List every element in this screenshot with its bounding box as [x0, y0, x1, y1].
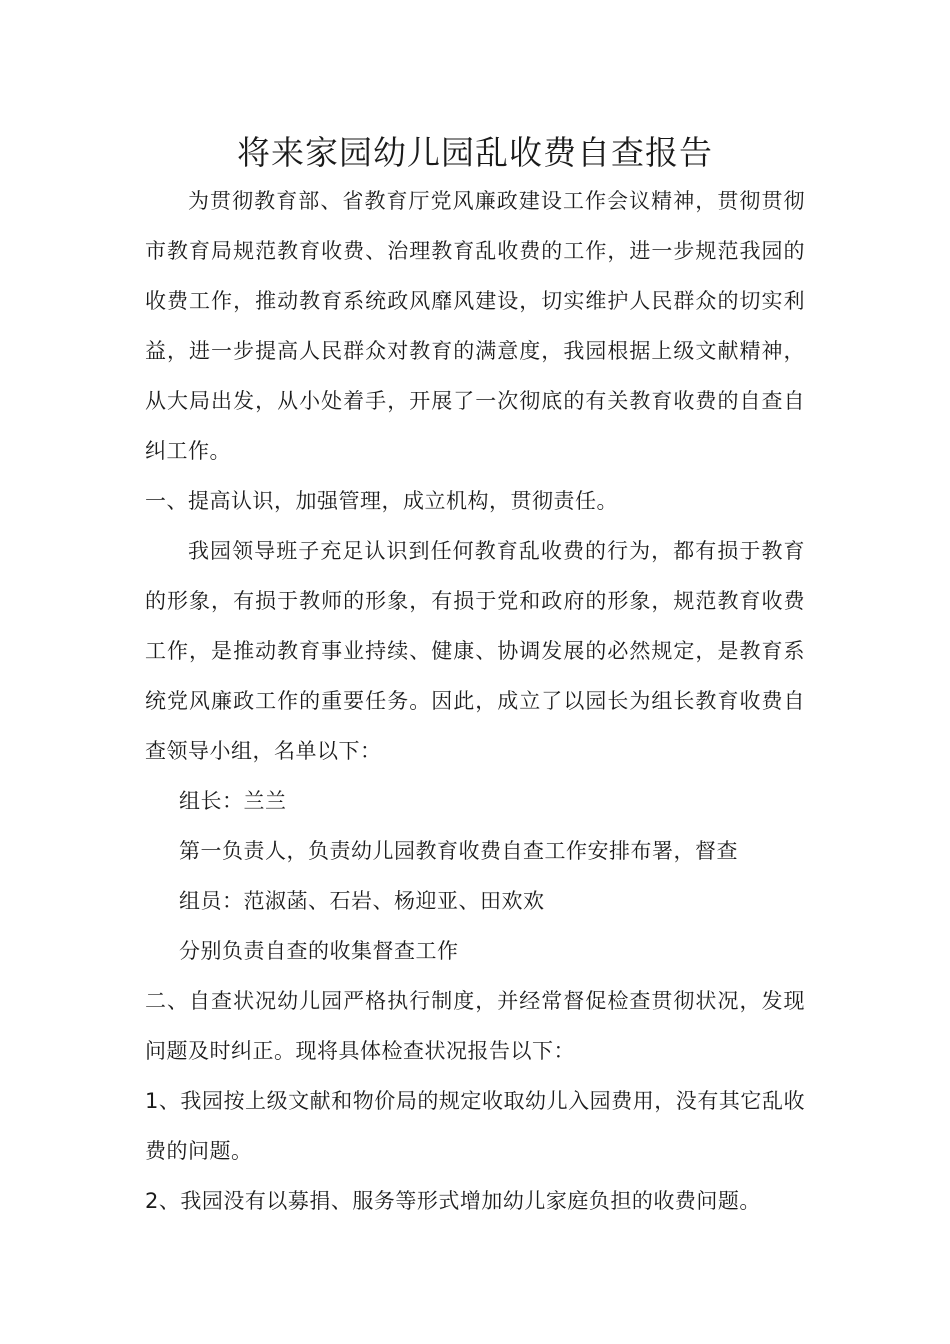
intro-paragraph: 为贯彻教育部、省教育厅党风廉政建设工作会议精神，贯彻贯彻市教育局规范教育收费、治理教育乱收费的工作，进一步规范我园的收费工作，推动教育系统政风靡风建设，切实维护人民群众的切实利益，进一步提高人民群众对教育的满意度，我园根据上级文献精神，从大局出发，从小处着手，开展了一次彻底的有关教育收费的自查自纠工作。: [145, 189, 805, 463]
document-body: [145, 176, 805, 1226]
section-heading-2: 二、自查状况幼儿园严格执行制度，并经常督促检查贯彻状况，发现问题及时纠正。现将具体检查状况报告以下：: [145, 989, 805, 1063]
leader-duty-line: 第一负责人，负责幼儿园教育收费自查工作安排布署，督查: [179, 839, 738, 863]
section-heading-1: 一、提高认识，加强管理，成立机构，贯彻责任。: [145, 489, 618, 513]
item-2: 2、我园没有以募捐、服务等形式增加幼儿家庭负担的收费问题。: [145, 1189, 761, 1213]
members-duty-line: 分别负责自查的收集督查工作: [179, 939, 459, 963]
group-members-line: 组员：范淑菡、石岩、杨迎亚、田欢欢: [179, 889, 545, 913]
leadership-paragraph: 我园领导班子充足认识到任何教育乱收费的行为，都有损于教育的形象，有损于教师的形象，有损于党和政府的形象，规范教育收费工作，是推动教育事业持续、健康、协调发展的必然规定，是教育系统党风廉政工作的重要任务。因此，成立了以园长为组长教育收费自查领导小组，名单以下：: [145, 539, 805, 763]
item-1: 1、我园按上级文献和物价局的规定收取幼儿入园费用，没有其它乱收费的问题。: [145, 1089, 805, 1163]
group-leader-line: 组长：兰兰: [179, 789, 287, 813]
document-title: 将来家园幼儿园乱收费自查报告: [237, 133, 713, 172]
